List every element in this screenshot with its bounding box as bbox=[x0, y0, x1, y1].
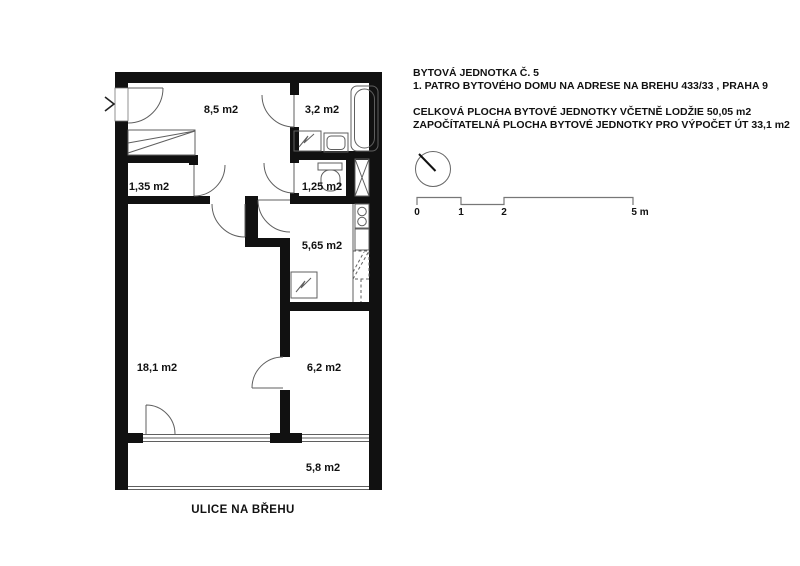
stove-burner bbox=[358, 207, 367, 216]
title-line-2: 1. PATRO BYTOVÉHO DOMU NA ADRESE NA BREHU 433/33 , PRAHA 9 bbox=[413, 80, 768, 92]
dashed-counter-outline bbox=[353, 251, 369, 279]
wall-segment bbox=[346, 159, 355, 196]
kitchen-area-label: 5,65 m2 bbox=[301, 240, 343, 252]
scale-tick-5m: 5 m bbox=[631, 207, 649, 218]
bedroom-door-swing bbox=[252, 357, 283, 388]
wc-area-label: 1,25 m2 bbox=[301, 181, 343, 193]
fridge-zigzag bbox=[296, 278, 311, 292]
scale-bar-line bbox=[417, 198, 633, 206]
living-room-door-swing bbox=[212, 204, 245, 237]
wardrobe-diagonals bbox=[128, 131, 195, 153]
wall-segment bbox=[115, 72, 382, 83]
bedroom-area-label: 6,2 m2 bbox=[306, 362, 342, 374]
closet-area-label: 1,35 m2 bbox=[128, 181, 170, 193]
scale-tick-1: 1 bbox=[458, 207, 464, 218]
closet-door-swing bbox=[194, 165, 225, 196]
wall-segment bbox=[280, 238, 290, 357]
entrance-door-swing bbox=[128, 88, 163, 123]
kitchen-door-swing bbox=[258, 200, 290, 232]
loggia-railing bbox=[128, 487, 369, 490]
hallway-area-label: 8,5 m2 bbox=[203, 104, 239, 116]
loggia-area-label: 5,8 m2 bbox=[305, 462, 341, 474]
wc-door-swing bbox=[264, 163, 294, 193]
utility-shaft bbox=[355, 159, 369, 196]
bathroom-area-label: 3,2 m2 bbox=[304, 104, 340, 116]
title-line-4: ZAPOČÍTATELNÁ PLOCHA BYTOVÉ JEDNOTKY PRO VÝPOČET ÚT 33,1 m2 bbox=[413, 119, 790, 131]
walls bbox=[115, 72, 382, 490]
wall-segment bbox=[280, 390, 290, 433]
balcony-door-swing bbox=[146, 405, 175, 434]
entrance-door-opening bbox=[115, 88, 128, 121]
toilet-tank bbox=[318, 163, 342, 170]
wall-segment bbox=[115, 121, 128, 490]
wall-segment bbox=[128, 433, 143, 443]
title-block bbox=[413, 66, 790, 131]
compass-needle bbox=[419, 154, 436, 171]
title-line-1: BYTOVÁ JEDNOTKA Č. 5 bbox=[413, 67, 540, 79]
scale-tick-2: 2 bbox=[501, 207, 507, 218]
entrance bbox=[105, 88, 128, 121]
wall-segment bbox=[128, 155, 197, 163]
entrance-chevron-icon bbox=[105, 97, 114, 111]
north-compass-icon bbox=[416, 152, 451, 187]
washing-machine-zigzag bbox=[299, 134, 314, 147]
stove-burner bbox=[358, 217, 367, 226]
scale-tick-0: 0 bbox=[414, 207, 420, 218]
wall-segment bbox=[270, 433, 302, 443]
wall-segment bbox=[115, 72, 128, 88]
wall-segment bbox=[189, 155, 198, 165]
wall-segment bbox=[128, 196, 210, 204]
wall-segment bbox=[245, 196, 258, 244]
doors bbox=[128, 88, 294, 434]
wall-segment bbox=[290, 196, 369, 204]
fixtures bbox=[128, 86, 378, 302]
fridge bbox=[291, 272, 317, 298]
wall-segment bbox=[280, 302, 370, 311]
kitchen-counter-dashed bbox=[353, 251, 369, 302]
scale-bar bbox=[414, 198, 649, 219]
bathroom-door-swing bbox=[262, 95, 294, 127]
shaft-cross bbox=[355, 159, 369, 196]
dashed-counter-diagonals bbox=[353, 251, 369, 279]
street-name-label: ULICE NA BŘEHU bbox=[191, 504, 295, 516]
living-room-window bbox=[143, 435, 270, 442]
bedroom-window bbox=[302, 435, 369, 442]
title-line-3: CELKOVÁ PLOCHA BYTOVÉ JEDNOTKY VČETNĚ LODŽIE 50,05 m2 bbox=[413, 106, 752, 118]
stove bbox=[355, 204, 369, 228]
sink-basin bbox=[327, 136, 345, 150]
bathroom-sink bbox=[324, 133, 348, 152]
living-area-label: 18,1 m2 bbox=[136, 362, 178, 374]
wardrobe bbox=[128, 130, 195, 155]
wall-segment bbox=[290, 83, 299, 95]
wall-segment bbox=[369, 72, 382, 490]
kitchen-sink-unit bbox=[355, 229, 369, 250]
